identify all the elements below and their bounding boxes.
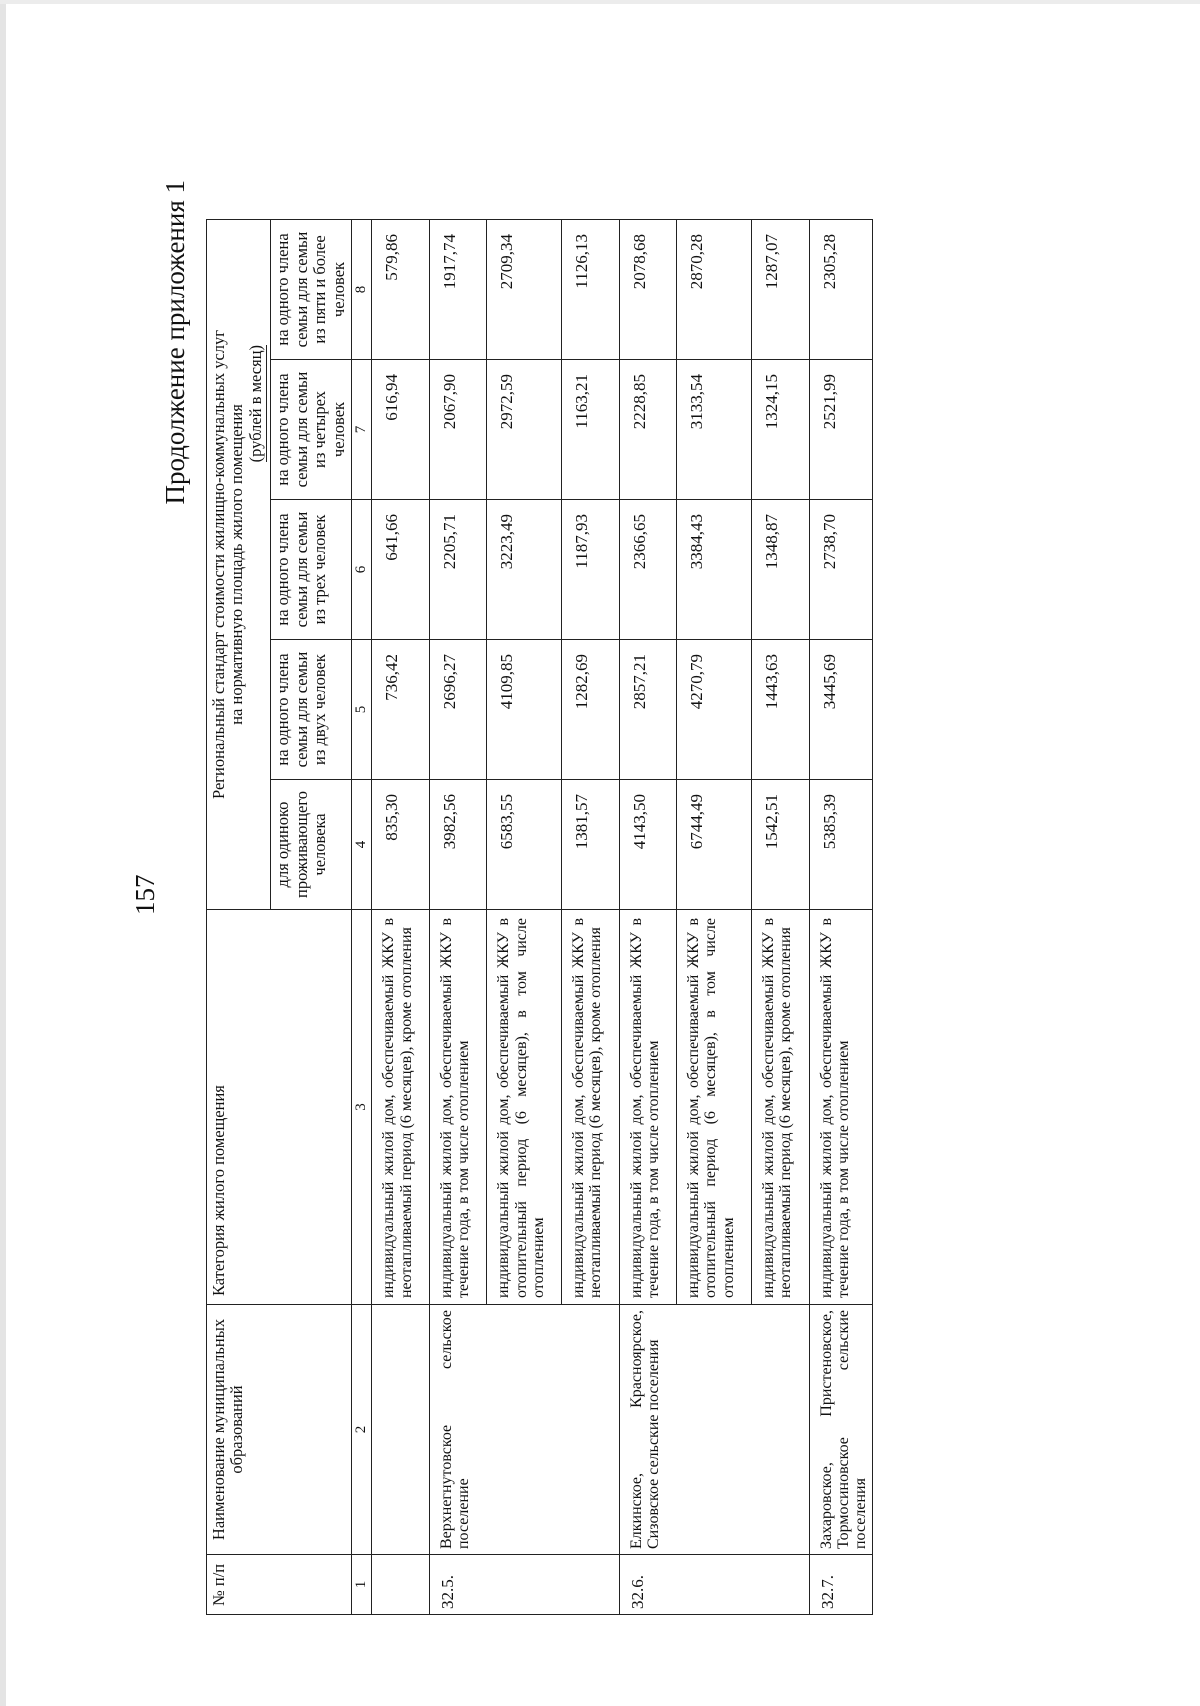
municipality-name: Захаровское, Пристеновское, Тормосиновское сельские поселения bbox=[809, 1305, 873, 1555]
header-family-3: на одного члена семьи для семьи из трех человек bbox=[271, 500, 352, 640]
municipality-name: Верхнегнутовское сельское поселение bbox=[429, 1305, 619, 1555]
value-family-3: 3384,43 bbox=[677, 500, 752, 640]
value-family-5plus: 2078,68 bbox=[619, 219, 677, 359]
value-family-2: 4270,79 bbox=[677, 640, 752, 780]
value-family-2: 4109,85 bbox=[487, 640, 562, 780]
housing-category: индивидуальный жилой дом, обеспечиваемый ЖКУ в течение года, в том числе отоплением bbox=[619, 910, 677, 1305]
value-family-3: 2205,71 bbox=[429, 500, 487, 640]
value-family-5plus: 1917,74 bbox=[429, 219, 487, 359]
housing-category: индивидуальный жилой дом, обеспечиваемый ЖКУ в отопительный период (6 месяцев), в том числе отоплением bbox=[487, 910, 562, 1305]
column-number: 8 bbox=[352, 219, 372, 359]
continuation-title: Продолжение приложения 1 bbox=[160, 180, 190, 505]
housing-category: индивидуальный жилой дом, обеспечиваемый ЖКУ в неотапливаемый период (6 месяцев), кроме отопления bbox=[372, 910, 430, 1305]
value-family-4: 2521,99 bbox=[809, 360, 873, 500]
column-number: 1 bbox=[352, 1555, 372, 1615]
table-row bbox=[429, 219, 487, 1614]
value-family-5plus: 1287,07 bbox=[752, 219, 810, 359]
header-group-line3: (рублей в месяц) bbox=[247, 345, 267, 462]
value-family-5plus: 2709,34 bbox=[487, 219, 562, 359]
column-number: 4 bbox=[352, 780, 372, 910]
header-group-line2: на нормативную площадь жилого помещения bbox=[227, 404, 247, 725]
header-category: Категория жилого помещения bbox=[207, 910, 352, 1305]
value-single: 6583,55 bbox=[487, 780, 562, 910]
value-single: 6744,49 bbox=[677, 780, 752, 910]
header-standard-group bbox=[207, 219, 271, 909]
column-number: 2 bbox=[352, 1305, 372, 1555]
table-row bbox=[619, 219, 677, 1614]
value-family-3: 3223,49 bbox=[487, 500, 562, 640]
column-numbers-row bbox=[352, 219, 372, 1614]
column-number: 5 bbox=[352, 640, 372, 780]
header-no: № п/п bbox=[207, 1555, 352, 1615]
header-row bbox=[207, 219, 271, 1614]
value-family-2: 2696,27 bbox=[429, 640, 487, 780]
column-number: 6 bbox=[352, 500, 372, 640]
scan-edge-top bbox=[0, 0, 1200, 4]
value-family-2: 3445,69 bbox=[809, 640, 873, 780]
value-family-2: 736,42 bbox=[372, 640, 430, 780]
value-single: 5385,39 bbox=[809, 780, 873, 910]
page-number: 157 bbox=[130, 874, 160, 915]
value-single: 835,30 bbox=[372, 780, 430, 910]
tariff-table bbox=[206, 219, 873, 1615]
header-single: для одиноко проживающего человека bbox=[271, 780, 352, 910]
header-group-line1: Региональный стандарт стоимости жилищно-коммунальных услуг bbox=[209, 329, 228, 799]
value-family-5plus: 2870,28 bbox=[677, 219, 752, 359]
value-family-3: 2366,65 bbox=[619, 500, 677, 640]
value-family-3: 1187,93 bbox=[562, 500, 620, 640]
header-family-5plus: на одного члена семьи для семьи из пяти и более человек bbox=[271, 219, 352, 359]
table-row bbox=[372, 219, 430, 1614]
row-number: 32.6. bbox=[619, 1555, 809, 1615]
value-family-4: 2228,85 bbox=[619, 360, 677, 500]
scan-edge bbox=[0, 0, 6, 1706]
value-family-2: 1282,69 bbox=[562, 640, 620, 780]
municipality-name: Елкинское, Красноярское, Сизовское сельские поселения bbox=[619, 1305, 809, 1555]
row-number bbox=[372, 1555, 430, 1615]
value-family-4: 2972,59 bbox=[487, 360, 562, 500]
value-family-3: 1348,87 bbox=[752, 500, 810, 640]
value-family-2: 1443,63 bbox=[752, 640, 810, 780]
value-single: 3982,56 bbox=[429, 780, 487, 910]
value-family-4: 1324,15 bbox=[752, 360, 810, 500]
value-family-5plus: 2305,28 bbox=[809, 219, 873, 359]
value-single: 1381,57 bbox=[562, 780, 620, 910]
value-family-2: 2857,21 bbox=[619, 640, 677, 780]
header-family-2: на одного члена семьи для семьи из двух человек bbox=[271, 640, 352, 780]
housing-category: индивидуальный жилой дом, обеспечиваемый ЖКУ в течение года, в том числе отоплением bbox=[809, 910, 873, 1305]
table-row bbox=[809, 219, 873, 1614]
header-family-4: на одного члена семьи для семьи из четырех человек bbox=[271, 360, 352, 500]
housing-category: индивидуальный жилой дом, обеспечиваемый ЖКУ в неотапливаемый период (6 месяцев), кроме отопления bbox=[752, 910, 810, 1305]
housing-category: индивидуальный жилой дом, обеспечиваемый ЖКУ в неотапливаемый период (6 месяцев), кроме отопления bbox=[562, 910, 620, 1305]
column-number: 3 bbox=[352, 910, 372, 1305]
row-number: 32.7. bbox=[809, 1555, 873, 1615]
value-family-3: 2738,70 bbox=[809, 500, 873, 640]
document-page bbox=[120, 170, 1120, 1670]
value-family-4: 2067,90 bbox=[429, 360, 487, 500]
municipality-name bbox=[372, 1305, 430, 1555]
value-family-5plus: 579,86 bbox=[372, 219, 430, 359]
value-single: 4143,50 bbox=[619, 780, 677, 910]
housing-category: индивидуальный жилой дом, обеспечиваемый ЖКУ в течение года, в том числе отоплением bbox=[429, 910, 487, 1305]
row-number: 32.5. bbox=[429, 1555, 619, 1615]
value-family-4: 3133,54 bbox=[677, 360, 752, 500]
value-family-5plus: 1126,13 bbox=[562, 219, 620, 359]
value-family-4: 1163,21 bbox=[562, 360, 620, 500]
header-name: Наименование муниципальных образований bbox=[207, 1305, 352, 1555]
value-family-4: 616,94 bbox=[372, 360, 430, 500]
value-single: 1542,51 bbox=[752, 780, 810, 910]
column-number: 7 bbox=[352, 360, 372, 500]
value-family-3: 641,66 bbox=[372, 500, 430, 640]
housing-category: индивидуальный жилой дом, обеспечиваемый ЖКУ в отопительный период (6 месяцев), в том числе отоплением bbox=[677, 910, 752, 1305]
